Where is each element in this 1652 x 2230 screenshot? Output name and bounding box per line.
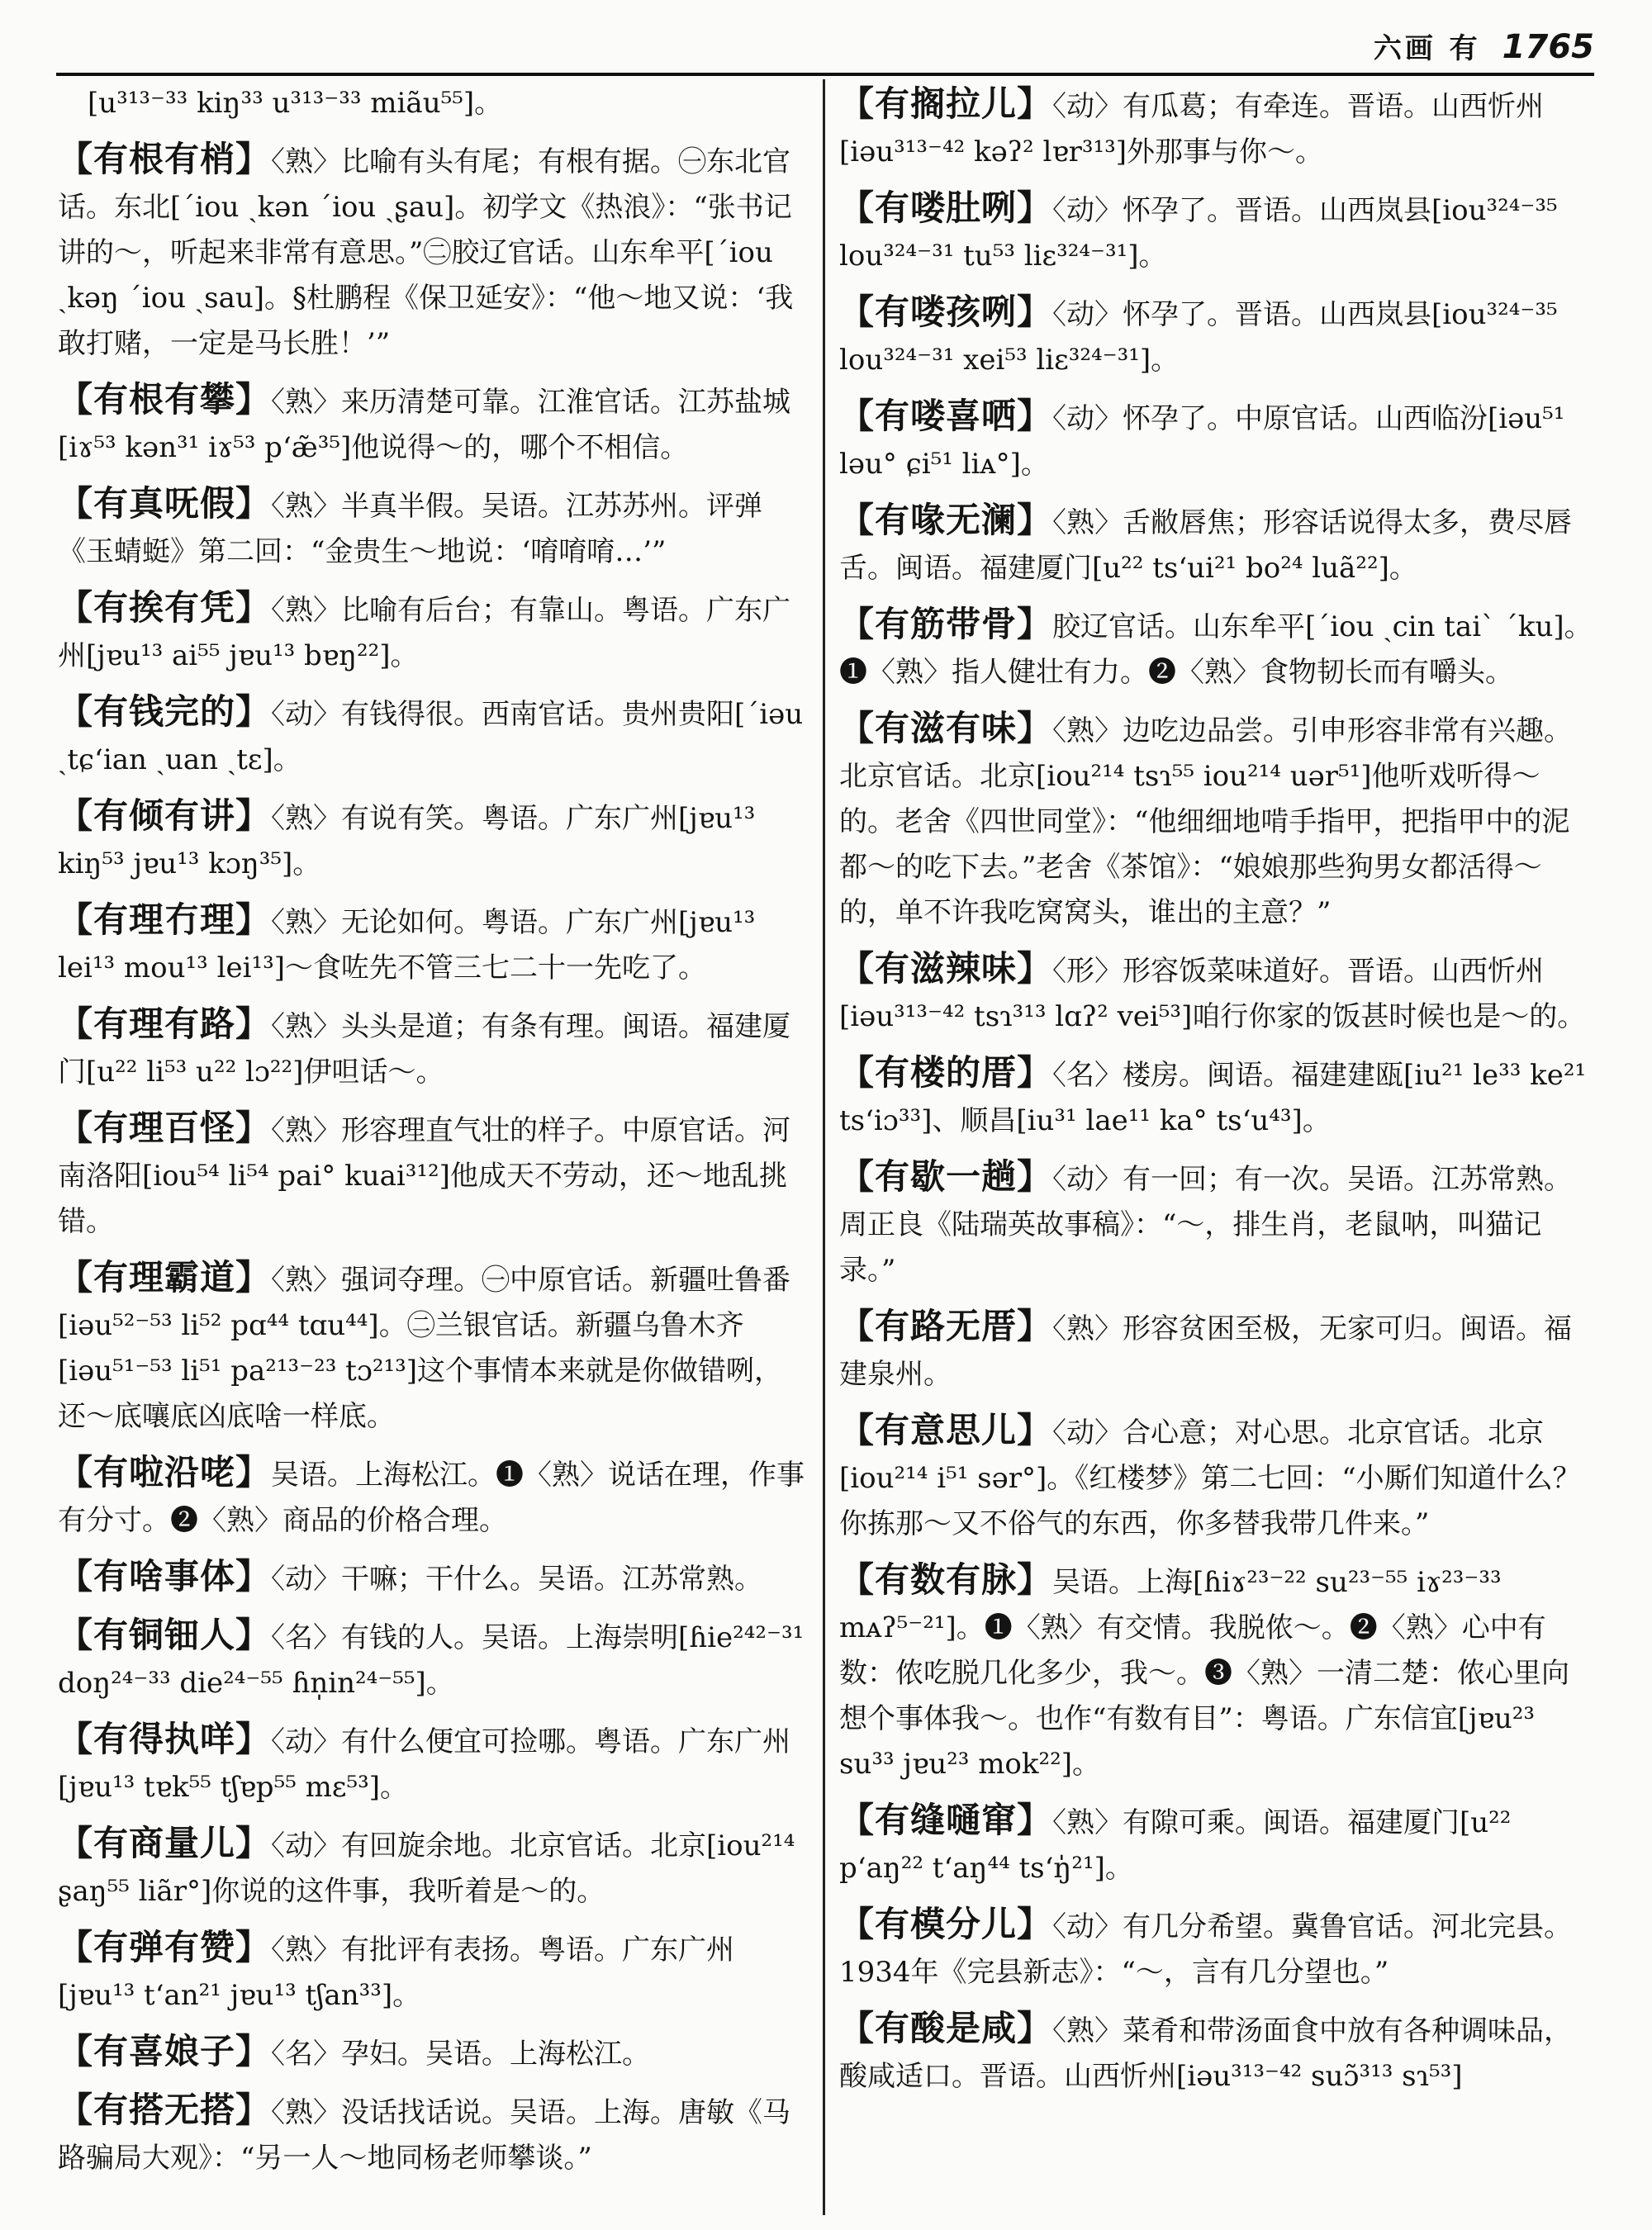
dictionary-entry xyxy=(58,1716,809,1810)
entry-definition: 〈动〉干嘛；干什么。吴语。江苏常熟。 xyxy=(271,1563,763,1596)
dictionary-entry xyxy=(839,1303,1595,1397)
entry-headword: 【有根有攀】 xyxy=(58,379,272,420)
dictionary-entry xyxy=(58,1105,809,1245)
dictionary-entry xyxy=(58,793,809,887)
entry-definition: 〈动〉有回旋余地。北京官话。北京[iou²¹⁴ ʂaŋ⁵⁵ liãr°]你说的这件事，我听着是～的。 xyxy=(58,1829,795,1908)
entry-definition: 〈动〉合心意；对心思。北京官话。北京[iou²¹⁴ i⁵¹ sər°]。《红楼梦》第二七回：“小厮们知道什么？你拣那～又不俗气的东西，你多替我带几件来。” xyxy=(839,1416,1581,1540)
dictionary-entry xyxy=(839,2005,1595,2100)
top-rule xyxy=(56,73,1594,76)
entry-definition: 〈熟〉舌敝唇焦；形容话说得太多，费尽唇舌。闽语。福建厦门[u²² ts‘ui²¹ bo²⁴ luã²²]。 xyxy=(839,506,1573,585)
dictionary-entry xyxy=(58,1255,809,1440)
dictionary-entry xyxy=(58,585,809,679)
entry-definition: 〈动〉有一回；有一次。吴语。江苏常熟。周正良《陆瑞英故事稿》：“～，排生肖，老鼠呐，叫猫记录。” xyxy=(839,1163,1573,1287)
dictionary-entry xyxy=(839,601,1595,695)
entry-headword: 【有数有脉】 xyxy=(839,1559,1053,1600)
entry-headword: 【有理百怪】 xyxy=(58,1108,272,1148)
entry-definition: 〈熟〉比喻有后台；有靠山。粤语。广东广州[jɐu¹³ ai⁵⁵ jɐu¹³ bɐŋ²²]。 xyxy=(58,594,791,672)
dictionary-entry xyxy=(839,289,1595,383)
entry-headword: 【有弹有赞】 xyxy=(58,1927,272,1967)
entry-headword: 【有理有路】 xyxy=(58,1004,272,1044)
dictionary-entry xyxy=(58,1554,809,1602)
entry-definition: 〈名〉有钱的人。吴语。上海崇明[ɦie²⁴²⁻³¹ doŋ²⁴⁻³³ die²⁴⁻⁵⁵ ɦn̩in²⁴⁻⁵⁵]。 xyxy=(58,1621,805,1700)
entry-headword: 【有喜娘子】 xyxy=(58,2031,272,2071)
dictionary-entry xyxy=(58,1001,809,1095)
dictionary-entry xyxy=(839,1154,1595,1293)
entry-definition: [u³¹³⁻³³ kiŋ³³ u³¹³⁻³³ miãu⁵⁵]。 xyxy=(88,87,503,120)
entry-headword: 【有滋辣味】 xyxy=(839,948,1053,989)
entry-definition: 〈熟〉比喻有头有尾；有根有据。㊀东北官话。东北[ˊiou ˏkən ˊiou ˏʂau]。初学文《热浪》：“张书记讲的～，听起来非常有意思。”㊁胶辽官话。山东牟平[ˊiou ˏkəŋ ˊiou ˏsau]。§杜鹏程《保卫延安》：“他～地又说：‘我敢打赌，一定是马长胜！’” xyxy=(58,145,794,360)
entry-headword: 【有歇一趟】 xyxy=(839,1156,1053,1197)
entry-definition: 〈熟〉没话找话说。吴语。上海。唐敏《马路骗局大观》：“另一人～地同杨老师攀谈。” xyxy=(58,2096,791,2175)
dictionary-entry xyxy=(58,1820,809,1914)
dictionary-entry xyxy=(839,1797,1595,1891)
column-divider xyxy=(823,79,825,2215)
dictionary-entry xyxy=(839,946,1595,1040)
entry-definition: 〈名〉楼房。闽语。福建建瓯[iu²¹ le³³ ke²¹ ts‘iɔ³³]、顺昌[iu³¹ lae¹¹ ka° ts‘u⁴³]。 xyxy=(839,1059,1587,1137)
entry-headword: 【有缝嗵窜】 xyxy=(839,1800,1053,1840)
entry-definition: 〈形〉形容饭菜味道好。晋语。山西忻州[iəu³¹³⁻⁴² tsɿ³¹³ lɑʔ² vei⁵³]咱行你家的饭甚时候也是～的。 xyxy=(839,955,1586,1033)
dictionary-entry xyxy=(58,481,809,575)
dictionary-entry xyxy=(58,2087,809,2181)
dictionary-entry xyxy=(839,1050,1595,1144)
entry-headword: 【有喽喜哂】 xyxy=(839,396,1053,436)
entry-headword: 【有搭无搭】 xyxy=(58,2090,272,2130)
dictionary-entry xyxy=(58,377,809,471)
entry-headword: 【有喙无澜】 xyxy=(839,500,1053,540)
entry-definition: 〈熟〉有批评有表扬。粤语。广东广州[jɐu¹³ t‘an²¹ jɐu¹³ tʃan³³]。 xyxy=(58,1933,735,2012)
entry-definition: 〈熟〉无论如何。粤语。广东广州[jɐu¹³ lei¹³ mou¹³ lei¹³]～食咗先不管三七二十一先吃了。 xyxy=(58,906,756,985)
entry-headword: 【有啦沿咾】 xyxy=(58,1452,272,1492)
entry-headword: 【有模分儿】 xyxy=(839,1904,1053,1944)
entry-headword: 【有商量儿】 xyxy=(58,1823,272,1863)
entry-headword: 【有喽孩咧】 xyxy=(839,292,1053,332)
entry-definition: 〈动〉怀孕了。晋语。山西岚县[iou³²⁴⁻³⁵ lou³²⁴⁻³¹ xei⁵³ liɛ³²⁴⁻³¹]。 xyxy=(839,298,1558,377)
entry-definition: 〈熟〉形容理直气壮的样子。中原官话。河南洛阳[iou⁵⁴ li⁵⁴ pai° kuai³¹²]他成天不劳动，还～地乱挑错。 xyxy=(58,1114,791,1238)
entry-definition: 〈动〉有几分希望。冀鲁官话。河北完县。1934年《完县新志》：“～，言有几分望也。” xyxy=(839,1910,1573,1989)
entry-definition: 〈动〉有什么便宜可捡哪。粤语。广东广州[jɐu¹³ tɐk⁵⁵ tʃɐp⁵⁵ mɛ⁵³]。 xyxy=(58,1725,791,1804)
entry-headword: 【有筋带骨】 xyxy=(839,604,1053,644)
dictionary-entry xyxy=(58,1924,809,2019)
entry-definition: 〈熟〉有隙可乘。闽语。福建厦门[u²² p‘aŋ²² t‘aŋ⁴⁴ ts‘ŋ̍²¹]。 xyxy=(839,1806,1512,1885)
dictionary-entry xyxy=(58,1450,809,1544)
entry-definition: 胶辽官话。山东牟平[ˊiou ˏcin taiˋ ˊku]。❶〈熟〉指人健壮有力。❷〈熟〉食物韧长而有嚼头。 xyxy=(839,610,1593,689)
dictionary-entry xyxy=(58,897,809,991)
entry-headword: 【有挨有凭】 xyxy=(58,587,272,628)
entry-definition: 〈熟〉强词夺理。㊀中原官话。新疆吐鲁番[iəu⁵²⁻⁵³ li⁵² pɑ⁴⁴ tɑu⁴⁴]。㊁兰银官话。新疆乌鲁木齐[iəu⁵¹⁻⁵³ li⁵¹ pa²¹³⁻²³ tɔ²¹³]这个事情本来就是你做错咧，还～底嚷底凶底啥一样底。 xyxy=(58,1264,791,1433)
dictionary-entry xyxy=(839,1407,1595,1547)
entry-headword: 【有啥事体】 xyxy=(58,1556,272,1597)
entry-headword: 【有滋有味】 xyxy=(839,708,1053,748)
entry-definition: 〈动〉有钱得很。西南官话。贵州贵阳[ˊiəu ˏtɕ‘ian ˏuan ˏtɛ]。 xyxy=(58,698,804,776)
entry-definition: 〈熟〉头头是道；有条有理。闽语。福建厦门[u²² li⁵³ u²² lɔ²²]伊呾话～。 xyxy=(58,1010,791,1089)
entry-definition: 〈熟〉半真半假。吴语。江苏苏州。评弹《玉蜻蜓》第二回：“金贵生～地说：‘唷唷唷…’” xyxy=(58,490,763,568)
entry-headword: 【有理冇理】 xyxy=(58,899,272,940)
entry-headword: 【有意思儿】 xyxy=(839,1410,1053,1450)
right-column xyxy=(839,81,1595,2109)
dictionary-entry xyxy=(58,81,809,126)
entry-definition: 〈动〉怀孕了。中原官话。山西临汾[iəu⁵¹ ləu° ɕi⁵¹ liᴀ°]。 xyxy=(839,402,1565,481)
entry-headword: 【有楼的厝】 xyxy=(839,1052,1053,1093)
entry-definition: 〈动〉有瓜葛；有牵连。晋语。山西忻州[iəu³¹³⁻⁴² kəʔ² lɐr³¹³]外那事与你～。 xyxy=(839,90,1545,168)
entry-headword: 【有得执咩】 xyxy=(58,1719,272,1759)
entry-headword: 【有铜钿人】 xyxy=(58,1615,272,1655)
entry-headword: 【有根有梢】 xyxy=(58,139,272,179)
left-column xyxy=(58,81,809,2191)
entry-headword: 【有钱完的】 xyxy=(58,691,272,732)
dictionary-entry xyxy=(58,689,809,783)
entry-headword: 【有路无厝】 xyxy=(839,1306,1053,1346)
entry-headword: 【有理霸道】 xyxy=(58,1257,272,1298)
page-number: 1765 xyxy=(1502,28,1594,66)
entry-definition: 〈熟〉边吃边品尝。引申形容非常有兴趣。北京官话。北京[iou²¹⁴ tsɿ⁵⁵ iou²¹⁴ uər⁵¹]他听戏听得～的。老舍《四世同堂》：“他细细地啃手指甲，把指甲中的泥都～的吃下去。”老舍《茶馆》：“娘娘那些狗男女都活得～的，单不许我吃窝窝头，谁出的主意？” xyxy=(839,714,1573,929)
dictionary-entry xyxy=(839,393,1595,487)
dictionary-entry xyxy=(58,136,809,367)
entry-definition: 吴语。上海[ɦiɤ²³⁻²² su²³⁻⁵⁵ iɤ²³⁻³³ mᴀʔ⁵⁻²¹]。❶〈熟〉有交情。我脱侬～。❷〈熟〉心中有数：侬吃脱几化多少，我～。❸〈熟〉一清二楚：侬心里向想个事体我～。也作“有数有目”：粤语。广东信宜[jɐu²³ su³³ jɐu²³ mok²²]。 xyxy=(839,1566,1569,1781)
running-head-section: 六画 有 xyxy=(1373,32,1481,65)
dictionary-entry xyxy=(839,1901,1595,1995)
dictionary-entry xyxy=(58,2028,809,2077)
entry-definition: 〈熟〉有说有笑。粤语。广东广州[jɐu¹³ kiŋ⁵³ jɐu¹³ kɔŋ³⁵]。 xyxy=(58,802,756,880)
dictionary-entry xyxy=(839,705,1595,936)
entry-definition: 〈熟〉形容贫困至极，无家可归。闽语。福建泉州。 xyxy=(839,1312,1573,1391)
dictionary-entry xyxy=(58,1612,809,1706)
entry-definition: 〈名〉孕妇。吴语。上海松江。 xyxy=(271,2038,651,2071)
dictionary-entry xyxy=(839,1557,1595,1787)
entry-headword: 【有搁拉儿】 xyxy=(839,83,1053,124)
entry-definition: 吴语。上海松江。❶〈熟〉说话在理，作事有分寸。❷〈熟〉商品的价格合理。 xyxy=(58,1459,805,1537)
dictionary-entry xyxy=(839,81,1595,175)
entry-definition: 〈熟〉菜肴和带汤面食中放有各种调味品，酸咸适口。晋语。山西忻州[iəu³¹³⁻⁴² suɔ̃³¹³ sɿ⁵³] xyxy=(839,2014,1573,2093)
dictionary-entry xyxy=(839,185,1595,279)
entry-definition: 〈熟〉来历清楚可靠。江淮官话。江苏盐城[iɤ⁵³ kən³¹ iɤ⁵³ p‘æ̃³⁵]他说得～的，哪个不相信。 xyxy=(58,386,791,464)
entry-headword: 【有喽肚咧】 xyxy=(839,187,1053,228)
entry-headword: 【有真呒假】 xyxy=(58,483,272,524)
entry-definition: 〈动〉怀孕了。晋语。山西岚县[iou³²⁴⁻³⁵ lou³²⁴⁻³¹ tu⁵³ liɛ³²⁴⁻³¹]。 xyxy=(839,194,1558,273)
dictionary-entry xyxy=(839,497,1595,591)
entry-headword: 【有倾有讲】 xyxy=(58,795,272,836)
running-head xyxy=(1374,20,1594,66)
entry-headword: 【有酸是咸】 xyxy=(839,2008,1053,2048)
